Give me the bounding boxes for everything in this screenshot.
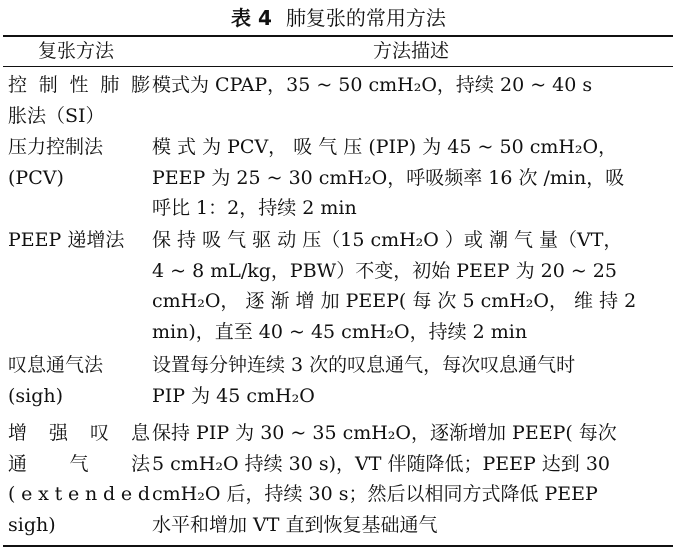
table-number: 表 4	[231, 6, 272, 30]
table-bottom-rule	[3, 545, 673, 547]
description-line: PIP 为 45 cmH₂O	[152, 384, 315, 407]
row-1-method	[8, 70, 150, 131]
method-line: 控 制 性 肺 膨	[8, 74, 150, 96]
row-4-method	[8, 350, 150, 411]
description-line: 保持 PIP 为 30 ~ 35 cmH₂O，逐渐增加 PEEP( 每次	[152, 422, 617, 444]
method-line: sigh)	[8, 513, 56, 536]
description-line: 模 式 为 PCV， 吸 气 压 (PIP) 为 45 ~ 50 cmH₂O，	[152, 136, 618, 158]
method-line: 胀法（SI）	[8, 104, 105, 127]
header-description: 方法描述	[372, 40, 449, 62]
description-line: min)，直至 40 ~ 45 cmH₂O，持续 2 min	[152, 320, 528, 343]
method-line: 叹息通气法	[8, 354, 104, 376]
method-line: PEEP 递增法	[8, 229, 125, 251]
description-line: 水平和增加 VT 直到恢复基础通气	[152, 513, 438, 536]
table-title: 肺复张的常用方法	[285, 6, 446, 30]
row-3-description	[152, 225, 670, 347]
description-line: 设置每分钟连续 3 次的叹息通气，每次叹息通气时	[152, 354, 576, 376]
header-method: 复张方法	[37, 40, 114, 62]
description-line: 模式为 CPAP，35 ~ 50 cmH₂O，持续 20 ~ 40 s	[152, 74, 593, 96]
table-header-rule	[3, 66, 673, 67]
description-line: 保 持 吸 气 驱 动 压（15 cmH₂O ）或 潮 气 量（VT，	[152, 229, 623, 251]
description-line: 4 ~ 8 mL/kg，PBW）不变，初始 PEEP 为 20 ~ 25	[152, 259, 617, 282]
row-4-description	[152, 350, 670, 411]
description-line: cmH₂O， 逐 渐 增 加 PEEP( 每 次 5 cmH₂O， 维 持 2	[152, 290, 637, 312]
method-line: 通 气 法	[8, 452, 150, 475]
row-5-description	[152, 418, 670, 540]
method-line: 增 强 叹 息	[8, 422, 150, 444]
method-line: (PCV)	[8, 166, 64, 189]
description-line: 呼比 1：2，持续 2 min	[152, 197, 357, 219]
description-line: 5 cmH₂O 持续 30 s)，VT 伴随降低；PEEP 达到 30	[152, 452, 611, 475]
method-line: ( e x t e n d e d	[8, 483, 150, 505]
description-line: cmH₂O 后，持续 30 s；然后以相同方式降低 PEEP	[152, 483, 598, 505]
description-line: PEEP 为 25 ~ 30 cmH₂O，呼吸频率 16 次 /min，吸	[152, 166, 625, 189]
row-1-description	[152, 70, 670, 101]
table-caption	[0, 2, 677, 34]
row-2-description	[152, 132, 670, 224]
row-2-method	[8, 132, 150, 193]
method-line: (sigh)	[8, 384, 64, 407]
method-line: 压力控制法	[8, 136, 104, 158]
row-3-method	[8, 225, 150, 256]
row-5-method	[8, 418, 150, 540]
